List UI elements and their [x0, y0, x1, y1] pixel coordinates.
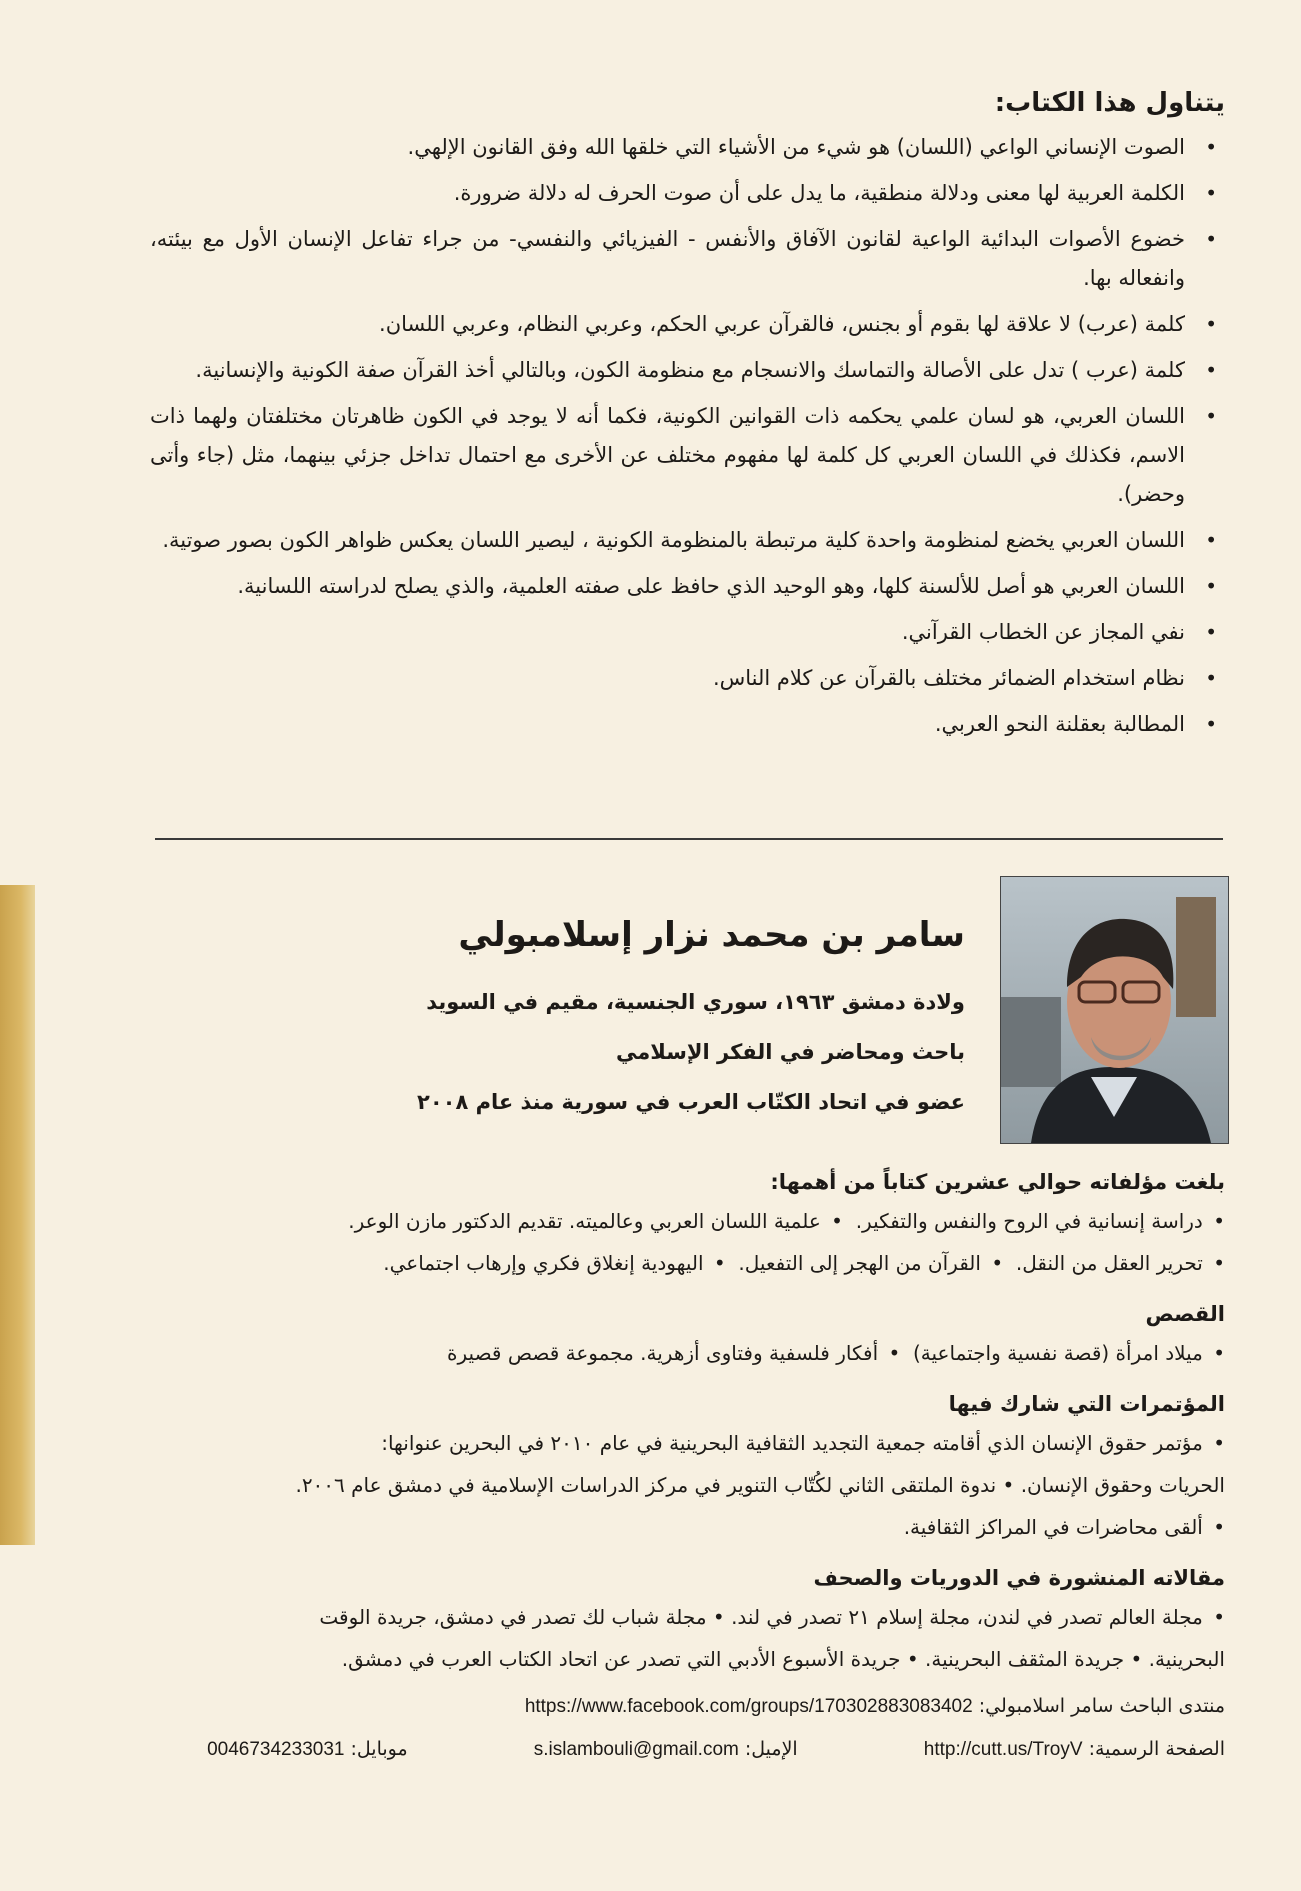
list-item: • اللسان العربي يخضع لمنظومة واحدة كلية مرتبطة بالمنظومة الكونية ، ليصير اللسان يعكس ظواهر الكون بصور صوتية. [150, 521, 1185, 560]
list-item: • نفي المجاز عن الخطاب القرآني. [150, 613, 1185, 652]
author-birth-line: ولادة دمشق ١٩٦٣، سوري الجنسية، مقيم في السويد [426, 990, 965, 1014]
list-item: • الصوت الإنساني الواعي (اللسان) هو شيء من الأشياء التي خلقها الله وفق القانون الإلهي. [150, 128, 1185, 167]
list-item: • خضوع الأصوات البدائية الواعية لقانون الآفاق والأنفس - الفيزيائي والنفسي- من جراء تفاعل الإنسان الأول مع بيئته، وانفعاله بها. [150, 220, 1185, 298]
work-item: دراسة إنسانية في الروح والنفس والتفكير. [855, 1209, 1203, 1233]
bullet-icon: • [1213, 1251, 1225, 1275]
conference-line [150, 1506, 1225, 1548]
bullet-icon: • [1213, 1341, 1225, 1365]
forum-label: منتدى الباحث سامر اسلامبولي: [978, 1695, 1225, 1717]
story-item: أفكار فلسفية وفتاوى أزهرية. مجموعة قصص قصيرة [447, 1341, 879, 1365]
author-info [150, 915, 1225, 1127]
stories-heading: القصص [1145, 1302, 1225, 1326]
contact-info [150, 1685, 1225, 1771]
topics-list [150, 128, 1225, 744]
list-item: • نظام استخدام الضمائر مختلف بالقرآن عن كلام الناس. [150, 659, 1185, 698]
list-item: • اللسان العربي، هو لسان علمي يحكمه ذات القوانين الكونية، فكما أنه لا يوجد في الكون ظاهرتان مختلفتان ولهما ذات الاسم، فكذلك في اللسان العربي كل كلمة لها مفهوم مختلف عن الأخرى مع احتمال تداخل جزئي بينهما، مثل (جاء وأتى وحضر). [150, 397, 1185, 514]
articles-line: البحرينية. • جريدة المثقف البحرينية. • جريدة الأسبوع الأدبي التي تصدر عن اتحاد الكتاب العرب في دمشق. [341, 1647, 1225, 1671]
bullet-icon: • [1213, 1515, 1225, 1539]
bullet-icon: • [831, 1209, 843, 1233]
email-link[interactable]: s.islambouli@gmail.com [533, 1739, 739, 1760]
bullet-icon: • [991, 1251, 1004, 1275]
page-link[interactable]: http://cutt.us/TroyV [923, 1739, 1083, 1760]
author-name: سامر بن محمد نزار إسلامبولي [458, 915, 965, 955]
contact-line [150, 1728, 1225, 1771]
works-row [150, 1242, 1225, 1284]
list-item: • كلمة (عرب) لا علاقة لها بقوم أو بجنس، فالقرآن عربي الحكم، وعربي النظام، وعربي اللسان. [150, 305, 1185, 344]
mobile-label: موبايل: [350, 1738, 408, 1760]
bullet-icon: • [1213, 1431, 1225, 1455]
list-item: • اللسان العربي هو أصل للألسنة كلها، وهو الوحيد الذي حافظ على صفته العلمية، والذي يصلح لدراسته اللسانية. [150, 567, 1185, 606]
list-item: • الكلمة العربية لها معنى ودلالة منطقية، ما يدل على أن صوت الحرف له دلالة ضرورة. [150, 174, 1185, 213]
list-item: • كلمة (عرب ) تدل على الأصالة والتماسك والانسجام مع منظومة الكون، وبالتالي أخذ القرآن صفة الكونية والإنسانية. [150, 351, 1185, 390]
page-label: الصفحة الرسمية: [1088, 1738, 1225, 1760]
conference-line [150, 1422, 1225, 1464]
section-divider [155, 838, 1223, 840]
bullet-icon: • [1213, 1605, 1225, 1629]
forum-line [150, 1685, 1225, 1728]
conference-line: الحريات وحقوق الإنسان. • ندوة الملتقى الثاني لكُتّاب التنوير في مركز الدراسات الإسلامية في دمشق عام ٢٠٠٦. [295, 1473, 1225, 1497]
conferences-heading: المؤتمرات التي شارك فيها [948, 1392, 1225, 1416]
email-label: الإميل: [744, 1738, 798, 1760]
bullet-icon: • [713, 1251, 726, 1275]
articles-heading: مقالاته المنشورة في الدوريات والصحف [813, 1566, 1225, 1590]
forum-link[interactable]: https://www.facebook.com/groups/170302883083402 [524, 1696, 973, 1717]
stories-row [150, 1332, 1225, 1374]
bullet-icon: • [1213, 1209, 1225, 1233]
work-item: اليهودية إنغلاق فكري وإرهاب اجتماعي. [383, 1251, 704, 1275]
topics-heading: يتناول هذا الكتاب: [994, 88, 1225, 118]
work-item: علمية اللسان العربي وعالميته. تقديم الدكتور مازن الوعر. [348, 1209, 821, 1233]
articles-line [150, 1596, 1225, 1638]
list-item: • المطالبة بعقلنة النحو العربي. [150, 705, 1185, 744]
story-item: ميلاد امرأة (قصة نفسية واجتماعية) [913, 1341, 1203, 1365]
conference-text: ألقى محاضرات في المراكز الثقافية. [903, 1515, 1203, 1539]
mobile-number: 0046734233031 [207, 1739, 345, 1760]
articles-text: مجلة العالم تصدر في لندن، مجلة إسلام ٢١ تصدر في لند. • مجلة شباب لك تصدر في دمشق، جريدة الوقت [319, 1605, 1203, 1629]
author-role-line: باحث ومحاضر في الفكر الإسلامي [616, 1040, 965, 1064]
author-works [150, 1170, 1225, 1680]
works-heading: بلغت مؤلفاته حوالي عشرين كتاباً من أهمها: [770, 1170, 1225, 1194]
author-membership-line: عضو في اتحاد الكتّاب العرب في سورية منذ عام ٢٠٠٨ [417, 1090, 965, 1114]
author-details [150, 977, 965, 1127]
book-topics [150, 88, 1225, 751]
work-item: تحرير العقل من النقل. [1015, 1251, 1203, 1275]
work-item: القرآن من الهجر إلى التفعيل. [738, 1251, 981, 1275]
works-row [150, 1200, 1225, 1242]
conference-text: مؤتمر حقوق الإنسان الذي أقامته جمعية التجديد الثقافية البحرينية في عام ٢٠١٠ في البحرين عنوانها: [381, 1431, 1203, 1455]
spine-strip [0, 885, 35, 1545]
bullet-icon: • [888, 1341, 901, 1365]
